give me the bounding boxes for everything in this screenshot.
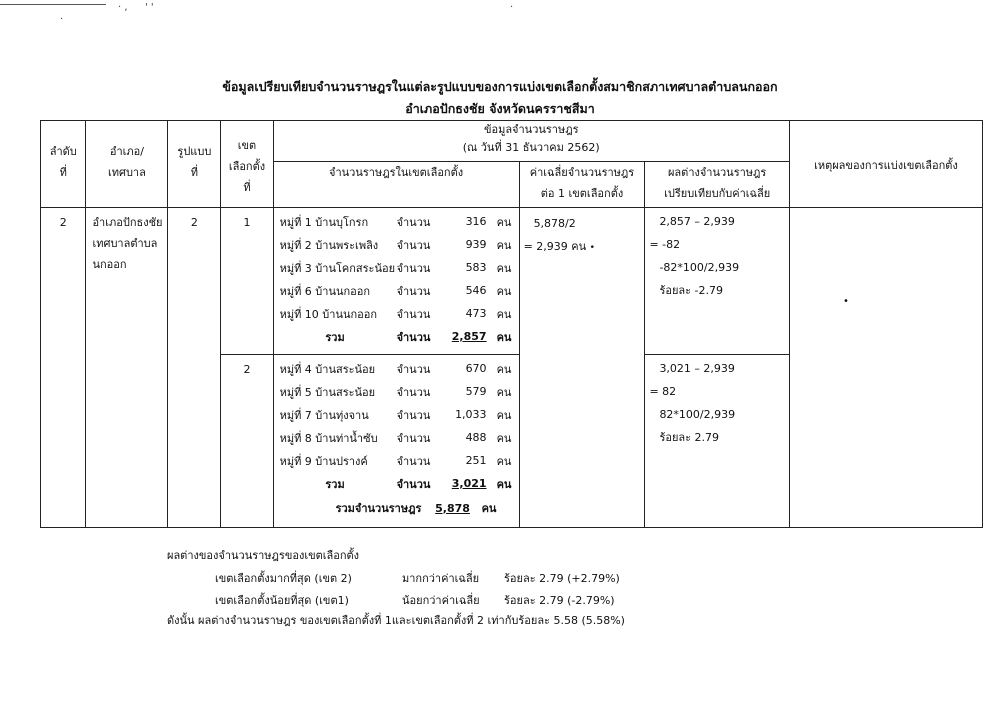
average-cell — [519, 208, 645, 528]
header-row — [41, 121, 983, 162]
header-format-line2: ที่ — [190, 166, 199, 179]
village-count: 670 — [465, 362, 487, 375]
village-count: 473 — [465, 307, 487, 320]
header-amphoe — [86, 121, 168, 208]
row-amphoe-line1: อำเภอปักธงชัย — [92, 216, 163, 229]
difference-line: = -82 — [649, 238, 681, 251]
difference-line: ร้อยละ 2.79 — [659, 431, 720, 444]
difference-line: -82*100/2,939 — [659, 261, 740, 274]
village-count-word: จำนวน — [396, 261, 431, 275]
difference-line: = 82 — [649, 385, 677, 398]
summary-title: ผลต่างของจำนวนราษฎรของเขตเลือกตั้ง — [167, 549, 360, 562]
header-as-of-date: (ณ วันที่ 31 ธันวาคม 2562) — [462, 141, 600, 154]
village-count-word: จำนวน — [396, 215, 431, 229]
village-unit: คน — [496, 307, 512, 321]
sum-label: รวม — [325, 330, 345, 344]
village-count-word: จำนวน — [396, 362, 431, 376]
village-name: หมู่ที่ 9 บ้านปรางค์ — [279, 454, 368, 468]
list-item — [274, 210, 519, 233]
village-unit: คน — [496, 431, 512, 445]
zone-sum — [274, 472, 519, 495]
summary-conclusion: ดังนั้น ผลต่างจำนวนราษฎร ของเขตเลือกตั้งที่ 1และเขตเลือกตั้งที่ 2 เท่ากับร้อยละ 5.58 (5.58%) — [167, 614, 625, 627]
header-format-line1: รูปแบบ — [177, 145, 212, 158]
header-pop-in-zone-label: จำนวนราษฎรในเขตเลือกตั้ง — [329, 166, 464, 180]
village-unit: คน — [496, 261, 512, 275]
village-count: 1,033 — [455, 408, 487, 421]
village-unit: คน — [496, 284, 512, 298]
scan-speck: · , — [118, 2, 128, 13]
header-zone-line3: ที่ — [243, 181, 251, 194]
header-average-line1: ค่าเฉลี่ยจำนวนราษฎร — [529, 166, 635, 180]
header-reason-label: เหตุผลของการแบ่งเขตเลือกตั้ง — [814, 159, 958, 172]
summary-min-comparison: น้อยกว่าค่าเฉลี่ย — [402, 594, 480, 607]
scan-speck: · — [510, 2, 514, 13]
population-comparison-table — [40, 120, 983, 528]
difference-line: 3,021 – 2,939 — [659, 362, 735, 375]
sum-count-word: จำนวน — [396, 477, 431, 491]
village-name: หมู่ที่ 2 บ้านพระเพลิง — [279, 238, 379, 252]
header-population-data — [273, 121, 789, 162]
average-formula: 5,878/2 — [533, 217, 576, 230]
zone-sum — [274, 325, 519, 348]
village-name: หมู่ที่ 5 บ้านสระน้อย — [279, 385, 376, 399]
zone-villages — [273, 355, 519, 528]
header-zone — [221, 121, 273, 208]
list-item — [274, 357, 519, 380]
summary-max-label: เขตเลือกตั้งมากที่สุด (เขต 2) — [215, 572, 352, 585]
header-amphoe-line1: อำเภอ/ — [109, 145, 144, 158]
village-count: 316 — [465, 215, 487, 228]
grand-total-count: 5,878 — [435, 501, 470, 515]
village-count-word: จำนวน — [396, 238, 431, 252]
summary-min-row — [215, 591, 615, 609]
list-item — [274, 256, 519, 279]
village-unit: คน — [496, 385, 512, 399]
list-item — [274, 426, 519, 449]
header-seq-line2: ที่ — [59, 166, 67, 179]
row-seq: 2 — [41, 208, 86, 528]
village-unit: คน — [496, 454, 512, 468]
list-item — [274, 403, 519, 426]
header-zone-line1: เขต — [237, 139, 257, 152]
scan-speck: • — [589, 243, 595, 253]
list-item — [274, 380, 519, 403]
village-count: 583 — [465, 261, 487, 274]
village-count-word: จำนวน — [396, 307, 431, 321]
header-difference — [645, 162, 789, 208]
header-difference-line1: ผลต่างจำนวนราษฎร — [667, 166, 767, 180]
village-count: 251 — [465, 454, 487, 467]
average-result-line — [520, 235, 645, 260]
summary-min-label: เขตเลือกตั้งน้อยที่สุด (เขต1) — [215, 594, 349, 607]
row-amphoe — [86, 208, 168, 528]
zone-difference — [645, 208, 789, 355]
zone-difference — [645, 355, 789, 528]
header-amphoe-line2: เทศบาล — [107, 166, 146, 179]
summary-min-value: ร้อยละ 2.79 (-2.79%) — [504, 594, 615, 607]
grand-total-label: รวมจำนวนราษฎร — [335, 502, 422, 515]
village-count: 939 — [465, 238, 487, 251]
header-population-data-label: ข้อมูลจำนวนราษฎร — [483, 123, 579, 136]
grand-total — [274, 495, 519, 521]
row-amphoe-line3: นกออก — [92, 258, 127, 271]
sum-unit: คน — [496, 477, 512, 491]
village-count: 579 — [465, 385, 487, 398]
header-reason — [789, 121, 982, 208]
document-subtitle: อำเภอปักธงชัย จังหวัดนครราชสีมา — [405, 101, 595, 116]
header-format — [168, 121, 221, 208]
village-unit: คน — [496, 408, 512, 422]
village-name: หมู่ที่ 4 บ้านสระน้อย — [279, 362, 376, 376]
difference-line: 2,857 – 2,939 — [659, 215, 735, 228]
header-seq-line1: ลำดับ — [49, 145, 77, 158]
header-seq — [41, 121, 86, 208]
zone-number: 2 — [221, 355, 273, 528]
header-pop-in-zone — [273, 162, 519, 208]
village-count-word: จำนวน — [396, 408, 431, 422]
village-name: หมู่ที่ 1 บ้านบุโกรก — [279, 215, 369, 229]
village-unit: คน — [496, 362, 512, 376]
village-count: 546 — [465, 284, 487, 297]
list-item — [274, 233, 519, 256]
village-unit: คน — [496, 215, 512, 229]
difference-line: 82*100/2,939 — [659, 408, 736, 421]
village-name: หมู่ที่ 8 บ้านท่าน้ำซับ — [279, 431, 378, 445]
village-name: หมู่ที่ 10 บ้านนกออก — [279, 307, 378, 321]
scan-speck: · — [60, 14, 64, 25]
scan-edge-line — [0, 4, 106, 5]
village-unit: คน — [496, 238, 512, 252]
village-count-word: จำนวน — [396, 284, 431, 298]
document-title: ข้อมูลเปรียบเทียบจำนวนราษฎรในแต่ละรูปแบบของการแบ่งเขตเลือกตั้งสมาชิกสภาเทศบาลตำบลนกออก — [222, 79, 778, 94]
header-difference-line2: เปรียบเทียบกับค่าเฉลี่ย — [664, 187, 771, 201]
difference-line: ร้อยละ -2.79 — [659, 284, 724, 297]
reason-cell — [789, 208, 982, 528]
zone-number: 1 — [221, 208, 273, 355]
sum-unit: คน — [496, 330, 512, 344]
village-name: หมู่ที่ 6 บ้านนกออก — [279, 284, 371, 298]
village-count-word: จำนวน — [396, 431, 431, 445]
table-row — [41, 208, 983, 355]
village-count: 488 — [465, 431, 487, 444]
sum-count-word: จำนวน — [396, 330, 431, 344]
sum-count: 2,857 — [451, 330, 487, 343]
sum-label: รวม — [325, 477, 345, 491]
summary-max-row — [215, 569, 620, 587]
list-item — [274, 302, 519, 325]
summary-max-comparison: มากกว่าค่าเฉลี่ย — [402, 572, 480, 585]
village-name: หมู่ที่ 3 บ้านโคกสระน้อย — [279, 261, 396, 275]
village-count-word: จำนวน — [396, 454, 431, 468]
grand-total-unit: คน — [481, 502, 497, 515]
header-average — [519, 162, 645, 208]
list-item — [274, 279, 519, 302]
sum-count: 3,021 — [451, 477, 487, 490]
list-item — [274, 449, 519, 472]
village-count-word: จำนวน — [396, 385, 431, 399]
average-result: = 2,939 คน — [523, 240, 587, 253]
header-average-line2: ต่อ 1 เขตเลือกตั้ง — [540, 187, 624, 201]
row-format: 2 — [168, 208, 221, 528]
summary-max-value: ร้อยละ 2.79 (+2.79%) — [504, 572, 620, 585]
row-amphoe-line2: เทศบาลตำบล — [92, 237, 158, 250]
scan-speck: • — [843, 296, 849, 307]
header-zone-line2: เลือกตั้ง — [228, 160, 266, 173]
zone-villages — [273, 208, 519, 355]
scan-speck: ' ' — [145, 2, 154, 13]
village-name: หมู่ที่ 7 บ้านทุ่งจาน — [279, 408, 369, 422]
